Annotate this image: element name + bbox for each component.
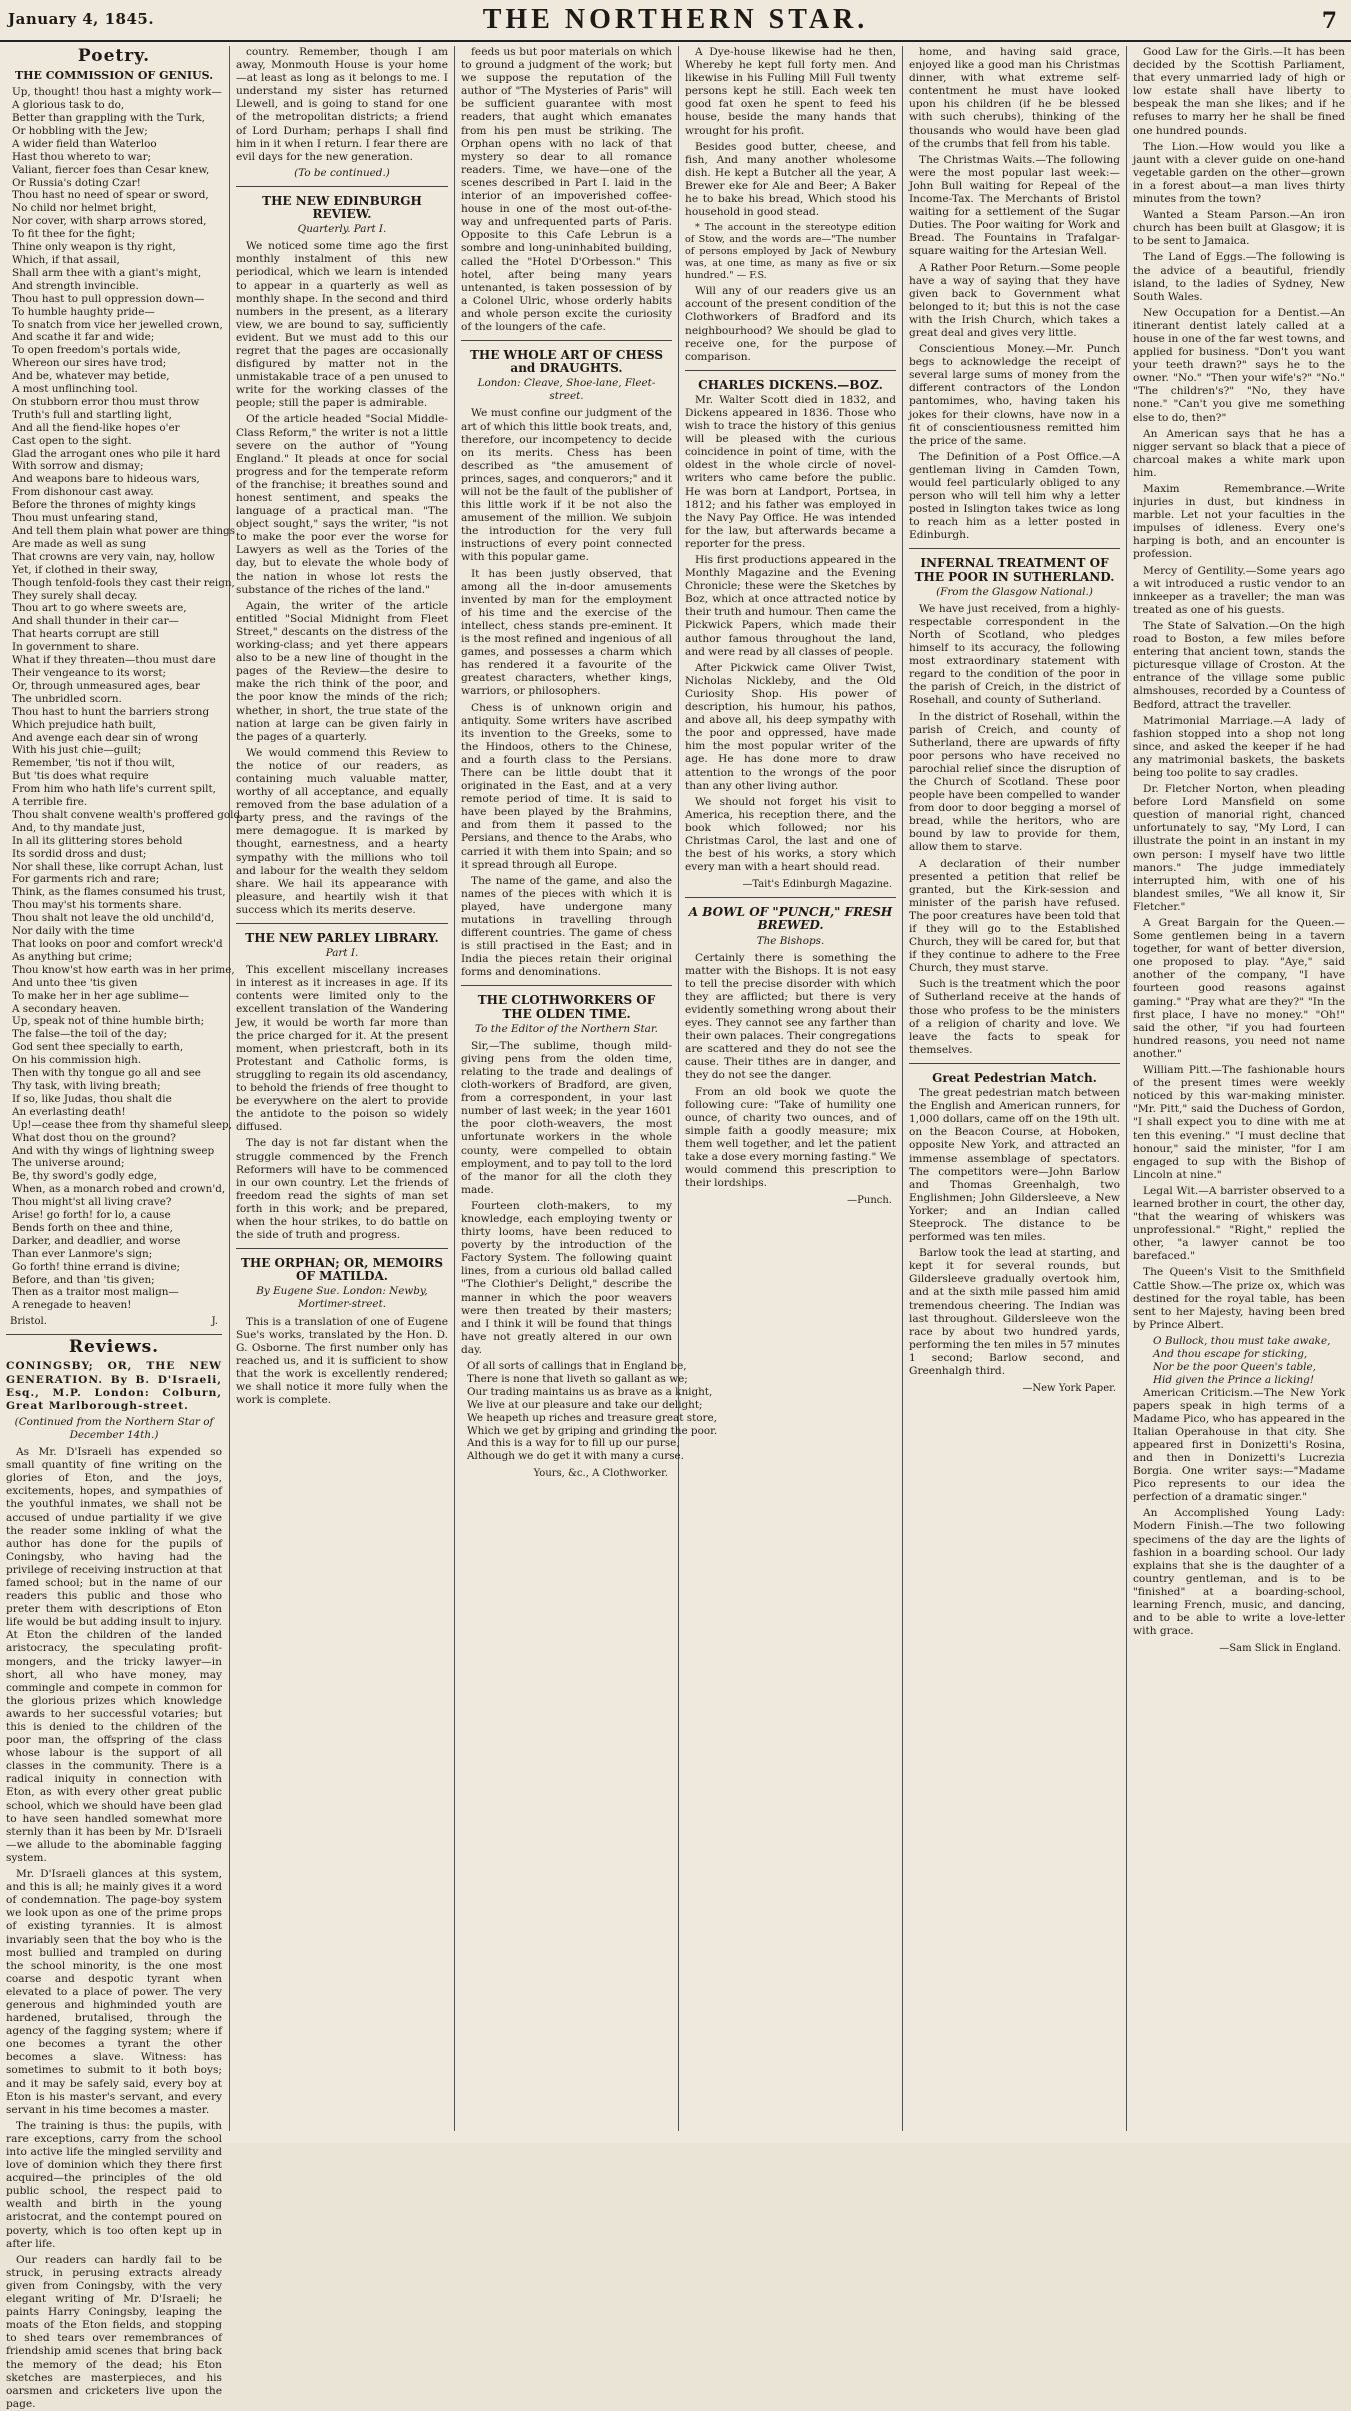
verse-line: And thou escape for sticking, bbox=[1153, 1347, 1308, 1360]
column-rule bbox=[678, 46, 679, 2131]
article-source: —Tait's Edinburgh Magazine. bbox=[742, 879, 892, 891]
article-body bbox=[236, 964, 448, 1242]
poem-line: Though tenfold-fools they cast their reign, bbox=[12, 576, 235, 589]
article-subheading: The Bishops. bbox=[756, 934, 825, 947]
divider bbox=[909, 548, 1120, 549]
article-body bbox=[685, 394, 896, 874]
poem-line: And with thy wings of lightning sweep bbox=[12, 1144, 215, 1157]
poem-line: To open freedom's portals wide, bbox=[12, 344, 181, 357]
poem-line: And avenge each dear sin of wrong bbox=[12, 731, 199, 744]
paragraph: Mr. Walter Scott died in 1832, and Dickens appeared in 1836. Those who wish to trace the history of this genius will be pleased with the curious coincidence in point of time, with the oldest in the whole circle of novel-writers who came before the public. He was born at Landport, Portsea, in 1812; and his father was employed in the Navy Pay Office. He was intended for the law, but afterwards became a reporter for the press. bbox=[685, 393, 896, 550]
article-heading: Great Pedestrian Match. bbox=[932, 1070, 1097, 1085]
verse-line: O Bullock, thou must take awake, bbox=[1153, 1334, 1331, 1347]
paragraph: Besides good butter, cheese, and fish, And many another wholesome dish. He kept a Butcher all the year, A Brewer eke for Ale and Beer; A Baker he to bake his bread, Which stood his household in good stead. bbox=[685, 140, 896, 219]
ballad-line: Our trading maintains us as brave as a knight, bbox=[467, 1385, 713, 1398]
poem-line: Whereon our sires have trod; bbox=[12, 357, 167, 370]
poem-line: And unto thee 'tis given bbox=[12, 976, 138, 989]
article-subheading: (From the Glasgow National.) bbox=[936, 585, 1093, 598]
paragraph: An Accomplished Young Lady: Modern Finish.—The two following specimens of the day are the lights of fashion in a boarding school. Our lady explains that she is the daughter of a country gentleman, and is to be "finished" at a boarding-school, learning French, music, and dancing, and to be able to write a love-letter with grace. bbox=[1133, 1507, 1345, 1638]
paragraph: We would commend this Review to the notice of our readers, as containing much valuable matter, worthy of all acceptance, and equally removed from the base adulation of a party press, and the ravings of the mere demagogue. It is marked by thought, earnestness, and a hearty sympathy with the millions who toil and labour for the wealth they seldom share. We hail its appearance with pleasure, and heartily wish it that success which its merits deserve. bbox=[236, 746, 448, 916]
paragraph: New Occupation for a Dentist.—An itinerant dentist lately called at a house in one of the far west towns, and applied for business. "Don't you want your teeth drawn?" says he to the owner. "No." "Then your wife's?" "No." "The children's?" "No, they have none." "Can't you give me something else to do, then?" bbox=[1133, 306, 1345, 424]
poem-line: For garments rich and rare; bbox=[12, 873, 160, 886]
divider bbox=[236, 923, 448, 924]
article-heading: THE CLOTHWORKERS OF THE OLDEN TIME. bbox=[477, 993, 656, 1021]
poem-line: And scathe it far and wide; bbox=[12, 331, 155, 344]
letter-signature: Yours, &c., A Clothworker. bbox=[533, 1468, 668, 1480]
poem-line: As anything but crime; bbox=[12, 950, 133, 963]
paragraph: Barlow took the lead at starting, and kept it for several rounds, but Gildersleeve gradually overtook him, and at the sixth mile passed him amid tremendous cheering. The Indian was last throughout. Gildersleeve won the race by about two hundred yards, performing the ten miles in 57 minutes 1 second; Barlow second, and Greenhalgh third. bbox=[909, 1247, 1120, 1377]
poem-line: Arise! go forth! for lo, a cause bbox=[12, 1209, 171, 1222]
section-heading-reviews: Reviews. bbox=[68, 1337, 160, 1358]
poem-line: Which prejudice hath built, bbox=[12, 718, 156, 731]
paragraph-list bbox=[909, 262, 1120, 543]
issue-date: January 4, 1845. bbox=[8, 10, 155, 28]
paragraph: The State of Salvation.—On the high road to Boston, a few miles before entering that ancient town, stands the picturesque village of Croston. At the entrance of the village some public almshouses, recorded by a Countess of Bedford, attract the traveller. bbox=[1133, 619, 1345, 711]
poem-line: That crowns are very vain, nay, hollow bbox=[12, 550, 215, 563]
poem-line: Darker, and deadlier, and worse bbox=[12, 1234, 181, 1247]
paragraph: The Land of Eggs.—The following is the advice of a beautiful, friendly island, to the ladies of Sydney, New South Wales. bbox=[1133, 251, 1345, 303]
poem-line: Truth's full and startling light, bbox=[12, 408, 172, 421]
paragraph: The Definition of a Post Office.—A gentleman living in Camden Town, would feel particularly obliged to any person who will tell him why a letter posted in Islington takes twice as long to reach him as a letter posted in Edinburgh. bbox=[909, 450, 1120, 542]
poem-line: Or hobbling with the Jew; bbox=[12, 124, 148, 137]
poem-line: From dishonour cast away. bbox=[12, 486, 154, 499]
paragraph: Conscientious Money.—Mr. Punch begs to acknowledge the receipt of several large sums of money from the different contractors of the London pantomimes, who, having taken his jokes for their clowns, have now in a fit of conscientiousness remitted him the price of the same. bbox=[909, 343, 1120, 447]
ballad-line: And this is a way for to fill up our purse, bbox=[467, 1437, 680, 1450]
paragraph: We noticed some time ago the first monthly instalment of this new periodical, which we learn is intended to appear in a quarterly as well as monthly shape. In the second and third numbers in the present, as a literary view, we are bound to say, sufficiently evident. But we must add to this our regret that the pages are occasionally disfigured by matter not in the unmistakable trace of a pen unused to write for the working classes of the people; still the paper is admirable. bbox=[236, 240, 448, 410]
article-heading: CHARLES DICKENS.—BOZ. bbox=[698, 377, 883, 392]
article-body bbox=[909, 603, 1120, 1057]
poem-line: In all its glittering stores behold bbox=[12, 834, 183, 847]
editor-note: Will any of our readers give us an account of the present condition of the Clothworkers of Bradford and its neighbourhood? We should be glad to receive one, for the purpose of comparison. bbox=[685, 285, 896, 363]
paragraph-list bbox=[1133, 1387, 1345, 1639]
paragraph: It has been justly observed, that among all the in-door amusements invented by man for the employment of his time and the exercise of the intellect, chess stands pre-eminent. It is the most refined and ingenious of all games, and possesses a charm which has rendered it a favourite of the greatest characters, whether kings, warriors, or philosophers. bbox=[461, 567, 672, 698]
column-rule bbox=[1126, 46, 1127, 2131]
divider bbox=[685, 897, 896, 898]
poem-line: Nor daily with the time bbox=[12, 925, 135, 938]
paragraph: An American says that he has a nigger servant so black that a piece of charcoal makes a white mark upon him. bbox=[1133, 427, 1345, 479]
poem-line: An everlasting death! bbox=[12, 1105, 126, 1118]
paragraph: Our readers can hardly fail to be struck, in perusing extracts already given from Coningsby, with the very elegant writing of Mr. D'Israeli; he paints Harry Coningsby, leaping the moats of the Eton fields, and stopping to shed tears over remembrances of friendship amid scenes that bring back the memory of the dead; his Eton sketches are masterpieces, and his oarsmen and cricketers live upon the page. bbox=[6, 2253, 222, 2410]
poem-line: Thou hast no need of spear or sword, bbox=[12, 189, 209, 202]
poem-line: On stubborn error thou must throw bbox=[12, 395, 200, 408]
poem-line: What if they threaten—thou must dare bbox=[12, 654, 216, 667]
poem-line: Thou hast to pull oppression down— bbox=[12, 292, 205, 305]
paragraph: The Lion.—How would you like a jaunt with a clever guide on one-hand vegetable garden on the other—grown in a forest about—a man lives thirty minutes from the town? bbox=[1133, 140, 1345, 206]
poem-line: Thou shalt not leave the old unchild'd, bbox=[12, 912, 215, 925]
review-body bbox=[6, 1446, 222, 2411]
poem-line: To snatch from vice her jewelled crown, bbox=[12, 318, 223, 331]
poem-line: The false—the toil of the day; bbox=[12, 1028, 167, 1041]
poem-line: And, to thy mandate just, bbox=[12, 821, 146, 834]
poem-line: And be, whatever may betide, bbox=[12, 370, 170, 383]
footnote: * The account in the stereotype edition of Stow, and the words are—"The number of persons employed by Jack of Newbury was, at one time, as many as five or six hundred." — F.S. bbox=[685, 222, 896, 282]
paragraph: home, and having said grace, enjoyed like a good man his Christmas dinner, with what extreme self-contentment he must have looked upon his children (if he be blessed with such cherubs), thinking of the thousands who would have been glad of the crumbs that fell from his table. bbox=[909, 46, 1120, 150]
poem-line: With his just chie—guilt; bbox=[12, 744, 142, 757]
poem-line: And tell them plain what power are things bbox=[12, 525, 236, 537]
poem-line: Thou know'st how earth was in her prime, bbox=[12, 963, 235, 976]
article-heading: THE NEW PARLEY LIBRARY. bbox=[245, 931, 439, 945]
poem-line: Nor shall these, like corrupt Achan, lust bbox=[12, 860, 224, 873]
article-body bbox=[461, 407, 672, 979]
paragraph: American Criticism.—The New York papers speak in high terms of a Madame Pico, who has appeared in the Italian Operahouse in that city. She appeared first in Donizetti's Rosina, and then in Donizetti's Lucrezia Borgia. One writer says:—"Madame Pico represents to our idea the perfection of a dramatic singer." bbox=[1133, 1386, 1345, 1504]
poem-line: No child nor helmet bright, bbox=[12, 202, 157, 215]
column-rule bbox=[229, 46, 230, 2131]
article-body bbox=[685, 46, 896, 219]
poem-line: And strength invincible. bbox=[12, 279, 139, 292]
paragraph: The day is not far distant when the struggle commenced by the French Reformers will have to be commenced in our own country. Let the friends of freedom read the sights of man set forth in this work; and be prepared, when the hour strikes, to do battle on the side of truth and progress. bbox=[236, 1137, 448, 1242]
poem-line: Before, and than 'tis given; bbox=[12, 1273, 155, 1286]
paragraph: From an old book we quote the following cure: "Take of humility one ounce, of charity two ounces, and of simple faith a goodly measure; mix them well together, and let the patient take a dose every morning fasting." We would commend this prescription to their lordships. bbox=[685, 1085, 896, 1190]
paragraph: Mercy of Gentility.—Some years ago a wit introduced a rustic vendor to an innkeeper as a traveller; the man was treated as one of his guests. bbox=[1133, 564, 1345, 616]
divider bbox=[236, 186, 448, 187]
poem-line: Remember, 'tis not if thou wilt, bbox=[12, 757, 176, 770]
divider bbox=[461, 985, 672, 986]
paragraph: The name of the game, and also the names of the pieces with which it is played, have undergone many mutations in travelling through different countries. The game of chess is still practised in the East; and in India the pieces retain their original forms and denominations. bbox=[461, 874, 672, 979]
poem-line: Its sordid dross and dust; bbox=[12, 847, 147, 860]
poem-line: If so, like Judas, thou shalt die bbox=[12, 1092, 172, 1105]
newspaper-title: THE NORTHERN STAR. bbox=[482, 4, 869, 35]
poem-line: Go forth! thine errand is divine; bbox=[12, 1260, 181, 1273]
paragraph: Of the article headed "Social Middle-Class Reform," the writer is not a little severe on the author of "Young England." It pleads at once for social progress and for the temperate reform of the franchise; it breathes sound and honest sentiment, and speaks the language of a practical man. "The object sought," says the writer, "is not to make the poor ever the worse for Lawyers as well as the Tories of the day, but to elevate the whole body of the nation in whose lot rests the substance of the riches of the land." bbox=[236, 413, 448, 596]
poem-line: Or, through unmeasured ages, bear bbox=[12, 679, 200, 692]
poem-line: To humble haughty pride— bbox=[12, 305, 155, 318]
paragraph: feeds us but poor materials on which to ground a judgment of the work; but we suppose the reputation of the author of "The Mysteries of Paris" will be sufficient guarantee with most readers, that aught which emanates from his pen must be striking. The Orphan opens with no lack of that mystery so dear to all romance readers. Time, we have—one of the scenes described in Part I. laid in the interior of an impoverished coffee-house in one of the most out-of-the-way and unfrequented parts of Paris. Opposite to this Cafe Lebrun is a sombre and long-uninhabited building, called the "Hotel D'Orbesson." This hotel, after being many years untenanted, is taken possession of by a Colonel Ulric, whose orderly habits and whole person excite the curiosity of the loungers of the cafe. bbox=[461, 46, 672, 333]
ballad-line: We live at our pleasure and take our delight; bbox=[467, 1398, 703, 1411]
poem-line: A terrible fire. bbox=[12, 796, 88, 809]
paragraph: A declaration of their number presented a petition that relief be granted, but the Kirk-session and minister of the parish have refused. The poor creatures have been told that if they will go to the Established Church, they will be cared for, but that if they continue to adhere to the Free Church, they must starve. bbox=[909, 857, 1120, 975]
poem-line: Up, thought! thou hast a mighty work— bbox=[12, 86, 222, 99]
paragraph: His first productions appeared in the Monthly Magazine and the Evening Chronicle; these were the Sketches by Boz, which at once attracted notice by their truth and humour. Then came the Pickwick Papers, which made their author famous throughout the land, and were read by all classes of people. bbox=[685, 554, 896, 658]
paragraph: The Christmas Waits.—The following were the most popular last week:—John Bull waiting for Repeal of the Income-Tax. The Merchants of Bristol waiting for a settlement of the Sugar Duties. The Poor waiting for Work and Bread. The Fountains in Trafalgar-square waiting for the Artesian Well. bbox=[909, 153, 1120, 258]
poem-line: In government to share. bbox=[12, 641, 140, 654]
ballad bbox=[461, 1360, 718, 1463]
verse-line: Hid given the Prince a licking! bbox=[1153, 1373, 1314, 1386]
paragraph: The great pedestrian match between the English and American runners, for 1,000 dollars, came off on the 19th ult. on the Beacon Course, at Hoboken, opposite New York, and attracted an immense assemblage of spectators. The competitors were—John Barlow and Thomas Greenhalgh, two Englishmen; John Gildersleeve, a New Yorker; and an Indian called Steeprock. The distance to be performed was ten miles. bbox=[909, 1087, 1120, 1244]
poem-line: Thy task, with living breath; bbox=[12, 1079, 161, 1092]
poem-line: What dost thou on the ground? bbox=[12, 1131, 176, 1144]
divider bbox=[6, 1334, 222, 1335]
poem-line: Yet, if clothed in their sway, bbox=[12, 563, 158, 576]
poem-line: Bends forth on thee and thine, bbox=[12, 1221, 173, 1234]
column-4 bbox=[685, 46, 896, 2136]
poem-title: THE COMMISSION OF GENIUS. bbox=[14, 69, 214, 83]
column-2 bbox=[236, 46, 448, 2136]
poem-line: A glorious task to do, bbox=[12, 99, 125, 112]
poem-line: A wider field than Waterloo bbox=[12, 137, 157, 150]
poem-line: But 'tis does what require bbox=[12, 770, 149, 783]
poem-line: Than ever Lanmore's sign; bbox=[12, 1247, 153, 1260]
poem-line: Thou art to go where sweets are, bbox=[12, 602, 187, 615]
poem-line: On his commission high. bbox=[12, 1054, 142, 1067]
poem-line: Before the thrones of mighty kings bbox=[12, 499, 196, 512]
divider bbox=[685, 370, 896, 371]
article-heading: THE WHOLE ART OF CHESS and DRAUGHTS. bbox=[469, 348, 664, 376]
divider bbox=[236, 1248, 448, 1249]
poem-line: Thou might'st all living crave? bbox=[12, 1196, 172, 1209]
poem-line: To fit thee for the fight; bbox=[12, 228, 136, 241]
article-heading: A BOWL OF "PUNCH," FRESH BREWED. bbox=[688, 905, 893, 933]
poem-line: Thine only weapon is thy right, bbox=[12, 241, 176, 254]
poem-line: Better than grappling with the Turk, bbox=[12, 112, 205, 124]
paragraph: Fourteen cloth-makers, to my knowledge, each employing twenty or thirty looms, have been reduced to poverty by the introduction of the Factory System. The following quaint lines, from a curious old ballad called "The Clothier's Delight," describe the manner in which the poor weavers were then treated by their masters; and I think it will be found that things have not greatly altered in our own day. bbox=[461, 1199, 672, 1356]
masthead bbox=[0, 0, 1351, 42]
paragraph: A Dye-house likewise had he then, Whereby he kept full forty men. And likewise in his Fulling Mill Full twenty persons kept he still. Each week ten good fat oxen he spent to feed his house, beside the many hands that wrought for his profit. bbox=[685, 46, 896, 137]
paragraph: A Rather Poor Return.—Some people have a way of saying that they have given back to Government what belonged to it; but this is not the case with the Irish Church, which takes a great deal and gives very little. bbox=[909, 261, 1120, 339]
poem bbox=[6, 86, 244, 1312]
paragraph: Such is the treatment which the poor of Sutherland receive at the hands of those who profess to be the ministers of a religion of charity and love. We leave the facts to speak for themselves. bbox=[909, 978, 1120, 1056]
paragraph: Wanted a Steam Parson.—An iron church has been built at Glasgow; it is to be sent to Jamaica. bbox=[1133, 209, 1345, 248]
poem-line: Then as a traitor most malign— bbox=[12, 1286, 179, 1299]
poem-line: Glad the arrogant ones who pile it hard bbox=[12, 447, 221, 460]
anecdote: Dr. Fletcher Norton, when pleading before Lord Mansfield on some question of manorial right, chanced unfortunately to say, "My Lord, I can illustrate the point in an instant in my own person: I myself have two little manors." The judge immediately interrupted him, with one of his blandest smiles, "We all know it, Sir Fletcher." bbox=[1133, 783, 1345, 913]
poem-line: A most unflinching tool. bbox=[12, 383, 138, 396]
section-heading-poetry: Poetry. bbox=[77, 46, 151, 66]
poem-line: Their vengeance to its worst; bbox=[12, 666, 167, 679]
poem-line: Or Russia's doting Czar! bbox=[12, 176, 141, 189]
article-subheading: By Eugene Sue. London: Newby, Mortimer-street. bbox=[256, 1285, 428, 1311]
paragraph: This excellent miscellany increases in interest as it increases in age. If its contents were limited only to the excellent translation of the Wandering Jew, it would be worth far more than the price charged for it. At the present moment, when priestcraft, both in its Protestant and Catholic forms, is struggling to regain its old ascendancy, to behold the friends of free thought to be everywhere on the alert to provide the antidote to the poison so widely diffused. bbox=[236, 964, 448, 1134]
article-heading: THE ORPHAN; OR, MEMOIRS OF MATILDA. bbox=[240, 1256, 444, 1284]
poem-line: From him who hath life's current spilt, bbox=[12, 783, 216, 796]
paragraph: country. Remember, though I am away, Monmouth House is your home—at least as long as it belongs to me. I understand my sister has returned Llewell, and is going to stand for one of the metropolitan districts; a friend of Lord Durham; perhaps I shall find him in it when I return. I fear there are evil days for the new generation. bbox=[236, 46, 448, 163]
poem-line: With sorrow and dismay; bbox=[12, 460, 144, 473]
review-continuation: (Continued from the Northern Star of December 14th.) bbox=[14, 1415, 214, 1441]
poem-line: A secondary heaven. bbox=[12, 1002, 122, 1015]
article-subheading: Part I. bbox=[325, 947, 359, 960]
article-heading: INFERNAL TREATMENT OF THE POOR IN SUTHERLAND. bbox=[914, 556, 1115, 584]
paragraph: Again, the writer of the article entitled "Social Midnight from Fleet Street," descants on the distress of the working-class; and yet there appears also to be a new line of thought in the pages of the Review—the desire to make the rich think of the poor, and the poor know the minds of the rich; whether, in short, the true state of the nation at large can be given fairly in the pages of a quarterly. bbox=[236, 599, 448, 743]
column-1 bbox=[6, 46, 244, 2410]
paragraph: William Pitt.—The fashionable hours of the present times were weekly noticed by this war-making minister. "Mr. Pitt," said the Duchess of Gordon, "I shall expect you to dine with me at ten this evening." "I must decline that honour," said the minister, "for I am engaged to sup with the Bishop of Lincoln at nine." bbox=[1133, 1064, 1345, 1181]
paragraph: Sir,—The sublime, though mild-giving pens from the olden time, relating to the trade and dealings of cloth-workers of Bradford, are given, from a correspondent, in your last number of last week; in the year 1601 the poor cloth-weavers, the most unfortunate workers in the whole county, were compelled to obtain employment, and to pay toll to the lord of the manor for all the cloth they made. bbox=[461, 1039, 672, 1196]
poem-line: To make her in her age sublime— bbox=[12, 989, 190, 1002]
poem-line: Hast thou whereto to war; bbox=[12, 150, 152, 163]
article-source: —Punch. bbox=[847, 1195, 892, 1207]
poem-line: When, as a monarch robed and crown'd, bbox=[12, 1183, 226, 1196]
article-subheading: Quarterly. Part I. bbox=[297, 223, 387, 236]
ballad-line: Of all sorts of callings that in England be, bbox=[467, 1360, 687, 1372]
article-body bbox=[461, 1040, 672, 1357]
paragraph: Good Law for the Girls.—It has been decided by the Scottish Parliament, that every unmarried lady of high or low estate shall have liberty to bespeak the man she likes; and if he refuses to marry her he shall be fined one hundred pounds. bbox=[1133, 46, 1345, 137]
article-body bbox=[1133, 46, 1345, 480]
poem-line: And all the fiend-like hopes o'er bbox=[12, 421, 180, 434]
paragraph: The Queen's Visit to the Smithfield Cattle Show.—The prize ox, which was destined for the royal table, has been sent to her Majesty, having been bred by Prince Albert. bbox=[1133, 1266, 1345, 1331]
paragraph: In the district of Rosehall, within the parish of Creich, and county of Sutherland, there are upwards of fifty poor persons who have received no parochial relief since the disruption of the Church of Scotland. These poor people have been compelled to wander from door to door begging a morsel of bread, while the heritors, who are bound by law to provide for them, allow them to starve. bbox=[909, 710, 1120, 854]
verse-line: Nor be the poor Queen's table, bbox=[1153, 1360, 1316, 1373]
divider bbox=[909, 1063, 1120, 1064]
article-body bbox=[685, 952, 896, 1191]
ballad-line: Although we do get it with many a curse. bbox=[467, 1450, 684, 1463]
paragraph: Maxim Remembrance.—Write injuries in dust, but kindness in marble. Let not your faculties in the impulses of idleness. Every one's harping is both, and an encounter is profession. bbox=[1133, 483, 1345, 561]
poem-line: And weapons bare to hideous wars, bbox=[12, 473, 200, 486]
review-heading: CONINGSBY; OR, THE NEW GENERATION. By B. D'Israeli, Esq., M.P. London: Colburn, Great Marlborough-street. bbox=[6, 1360, 222, 1412]
column-3 bbox=[461, 46, 718, 2136]
paragraph: Certainly there is something the matter with the Bishops. It is not easy to tell the precise disorder with which they are afflicted; but there is very evidently something wrong about their eyes. They cannot see any farther than their own palaces. Their congregations are scattered and they do not see the cause. Their tithes are in danger, and they do not see the danger. bbox=[685, 951, 896, 1082]
paragraph: We have just received, from a highly-respectable correspondent in the North of Scotland, who pledges himself to its accuracy, the following most extraordinary statement with regard to the condition of the poor in the parish of Creich, in the district of Rosehall, and county of Sutherland. bbox=[909, 602, 1120, 707]
column-rule bbox=[902, 46, 903, 2131]
article-subheading: London: Cleave, Shoe-lane, Fleet-street. bbox=[477, 377, 656, 403]
article-body bbox=[236, 1316, 448, 1408]
ballad-line: There is none that liveth so gallant as we; bbox=[467, 1372, 688, 1385]
poem-line: Cast open to the sight. bbox=[12, 434, 132, 447]
poem-line: Think, as the flames consumed his trust, bbox=[12, 886, 226, 899]
column-5 bbox=[909, 46, 1120, 2136]
poem-line: Valiant, fiercer foes than Cesar knew, bbox=[12, 163, 210, 176]
to-be-continued: (To be continued.) bbox=[294, 166, 390, 179]
verse bbox=[1133, 1335, 1345, 1387]
paragraph: Chess is of unknown origin and antiquity. Some writers have ascribed its invention to the Greeks, some to the Hindoos, others to the Chinese, and a fourth class to the Persians. There can be little doubt that it originated in the East, and at a very remote period of time. It is said to have been played by the Brahmins, and from them it passed to the Persians, and thence to the Arabs, who carried it with them into Spain; and so it spread through all Europe. bbox=[461, 701, 672, 871]
paragraph: We should not forget his visit to America, his reception there, and the book which followed; nor his Christmas Carol, the last and one of the best of his works, a story which every man with a heart should read. bbox=[685, 795, 896, 874]
poem-line: Shall arm thee with a giant's might, bbox=[12, 266, 202, 279]
poem-line: Be, thy sword's godly edge, bbox=[12, 1170, 157, 1183]
article-source: —New York Paper. bbox=[1022, 1383, 1116, 1395]
ballad-line: Which we get by griping and grinding the poor. bbox=[467, 1424, 718, 1437]
paragraph: Matrimonial Marriage.—A lady of fashion stopped into a shop not long since, and asked the keeper if he had any matrimonial baskets, the baskets being too polite to say cradles. bbox=[1133, 714, 1345, 779]
column-rule bbox=[454, 46, 455, 2131]
signature-place: Bristol. bbox=[10, 1316, 47, 1328]
poem-line: Thou hast to hunt the barriers strong bbox=[12, 705, 210, 718]
article-heading: THE NEW EDINBURGH REVIEW. bbox=[262, 193, 422, 222]
paragraph-list bbox=[1133, 483, 1345, 780]
poem-line: Then with thy tongue go all and see bbox=[12, 1067, 201, 1080]
paragraph: The training is thus: the pupils, with rare exceptions, carry from the school into active life the mingled servility and love of dominion which they there first acquired—the principles of the old public school, the respect paid to wealth and birth in the young aristocrat, and the contempt poured on poverty, which is too often kept up in after life. bbox=[6, 2119, 222, 2250]
poem-line: A renegade to heaven! bbox=[12, 1299, 132, 1312]
article-body bbox=[909, 46, 1120, 259]
poem-line: Up, speak not of thine humble birth; bbox=[12, 1015, 205, 1028]
poem-line: Thou must unfearing stand, bbox=[12, 512, 159, 525]
poem-line: That hearts corrupt are still bbox=[12, 628, 160, 641]
article-body bbox=[236, 240, 448, 917]
signature-initial: J. bbox=[211, 1316, 218, 1328]
poem-line: The unbridled scorn. bbox=[12, 692, 122, 705]
poem-line: Nor cover, with sharp arrows stored, bbox=[12, 215, 207, 228]
poem-line: They surely shall decay. bbox=[12, 589, 138, 602]
page-number: 7 bbox=[1321, 8, 1337, 34]
paragraph: Mr. D'Israeli glances at this system, and this is all; he mainly gives it a word of condemnation. The page-boy system we look upon as one of the prime props of existing tyrannies. It is almost invariably seen that the boy who is the most bullied and trampled on during the school minority, is the one most coarse and despotic tyrant when elevated to a place of power. The very generous and highminded youth are hardened, brutalised, through the agency of the fagging system; where if one becomes a tyrant the other becomes a slave. Witness: has sometimes to submit to it both boys; and it may be safely said, every boy at Eton is his master's servant, and every servant in his time becomes a master. bbox=[6, 1868, 222, 2116]
paragraph-list bbox=[1133, 917, 1345, 1332]
poem-line: Up!—cease thee from thy shameful sleep, bbox=[12, 1118, 232, 1131]
article-subheading: To the Editor of the Northern Star. bbox=[475, 1022, 658, 1035]
paragraph: This is a translation of one of Eugene Sue's works, translated by the Hon. D. G. Osborne. The first number only has reached us, and it is sufficient to show that the work is excellently rendered; we shall notice it more fully when the work is complete. bbox=[236, 1315, 448, 1407]
paragraph: Legal Wit.—A barrister observed to a learned brother in court, the other day, "that the wearing of whiskers was unprofessional." "Right," replied the other, "a lawyer cannot be too barefaced." bbox=[1133, 1184, 1345, 1263]
paragraph: A Great Bargain for the Queen.—Some gentlemen being in a tavern together, for want of better diversion, one proposed to play. "Aye," said another of the company, "I have fourteen good reasons against gaming." "Pray what are they?" "In the first place, I have no money." "Oh!" said the other, "if you had fourteen hundred reasons, you need not name another." bbox=[1133, 917, 1345, 1060]
poem-line: And shall thunder in their car— bbox=[12, 615, 179, 628]
poem-line: Thou may'st his torments share. bbox=[12, 899, 182, 912]
poem-line: The universe around; bbox=[12, 1157, 125, 1170]
poem-line: Which, if that assail, bbox=[12, 253, 120, 266]
divider bbox=[461, 340, 672, 341]
article-body bbox=[461, 46, 672, 334]
paragraph: After Pickwick came Oliver Twist, Nicholas Nickleby, and the Old Curiosity Shop. His power of description, his humour, his pathos, and above all, his deep sympathy with the poor and oppressed, have made him the most popular writer of the age. He has done more to draw attention to the wrongs of the poor than any other living author. bbox=[685, 661, 896, 792]
article-source: —Sam Slick in England. bbox=[1219, 1643, 1341, 1655]
review-body bbox=[236, 46, 448, 164]
poem-line: God sent thee specially to earth, bbox=[12, 1041, 184, 1054]
article-body bbox=[909, 1087, 1120, 1378]
column-6 bbox=[1133, 46, 1345, 2136]
paragraph: We must confine our judgment of the art of which this little book treats, and, therefore, our incompetency to decide on its merits. Chess has been described as "the amusement of princes, sages, and conquerors;" and it will not be the fault of the publisher of this little work if it be not also the amusement of the million. We subjoin the introduction for the very full instructions of every point connected with this popular game. bbox=[461, 407, 672, 564]
poem-line: That looks on poor and comfort wreck'd bbox=[12, 938, 223, 950]
ballad-line: We heapeth up riches and treasure great store, bbox=[467, 1411, 717, 1424]
poem-signature bbox=[10, 1315, 218, 1328]
poem-line: Thou shalt convene wealth's proffered gold, bbox=[12, 808, 244, 821]
paragraph: As Mr. D'Israeli has expended so small quantity of fine writing on the glories of Eton, and the joys, excitements, hopes, and sympathies of the youthful inmates, we shall not be accused of undue partiality if we give the reader some inkling of what the author has done for the pupils of Coningsby, who having had the privilege of receiving instruction at that famed school; but in the name of our readers this public and those who preter them with descriptions of Eton life would be but adding insult to injury. At Eton the children of the landed aristocracy, the speculating profit-mongers, and the tricky lawyer—in short, all who have money, may commingle and compete in common for the glorious prizes which knowledge awards to her successful votaries; but this is denied to the children of the poor man, the offspring of the class whose labour is the support of all classes in the community. There is a radical iniquity in connection with Eton, as with every other great public school, which we should have been glad to have seen handled somewhat more sternly than it has been by Mr. D'Israeli—we allude to the abominable fagging system. bbox=[6, 1446, 222, 1864]
poem-line: Are made as well as sung bbox=[12, 537, 147, 550]
